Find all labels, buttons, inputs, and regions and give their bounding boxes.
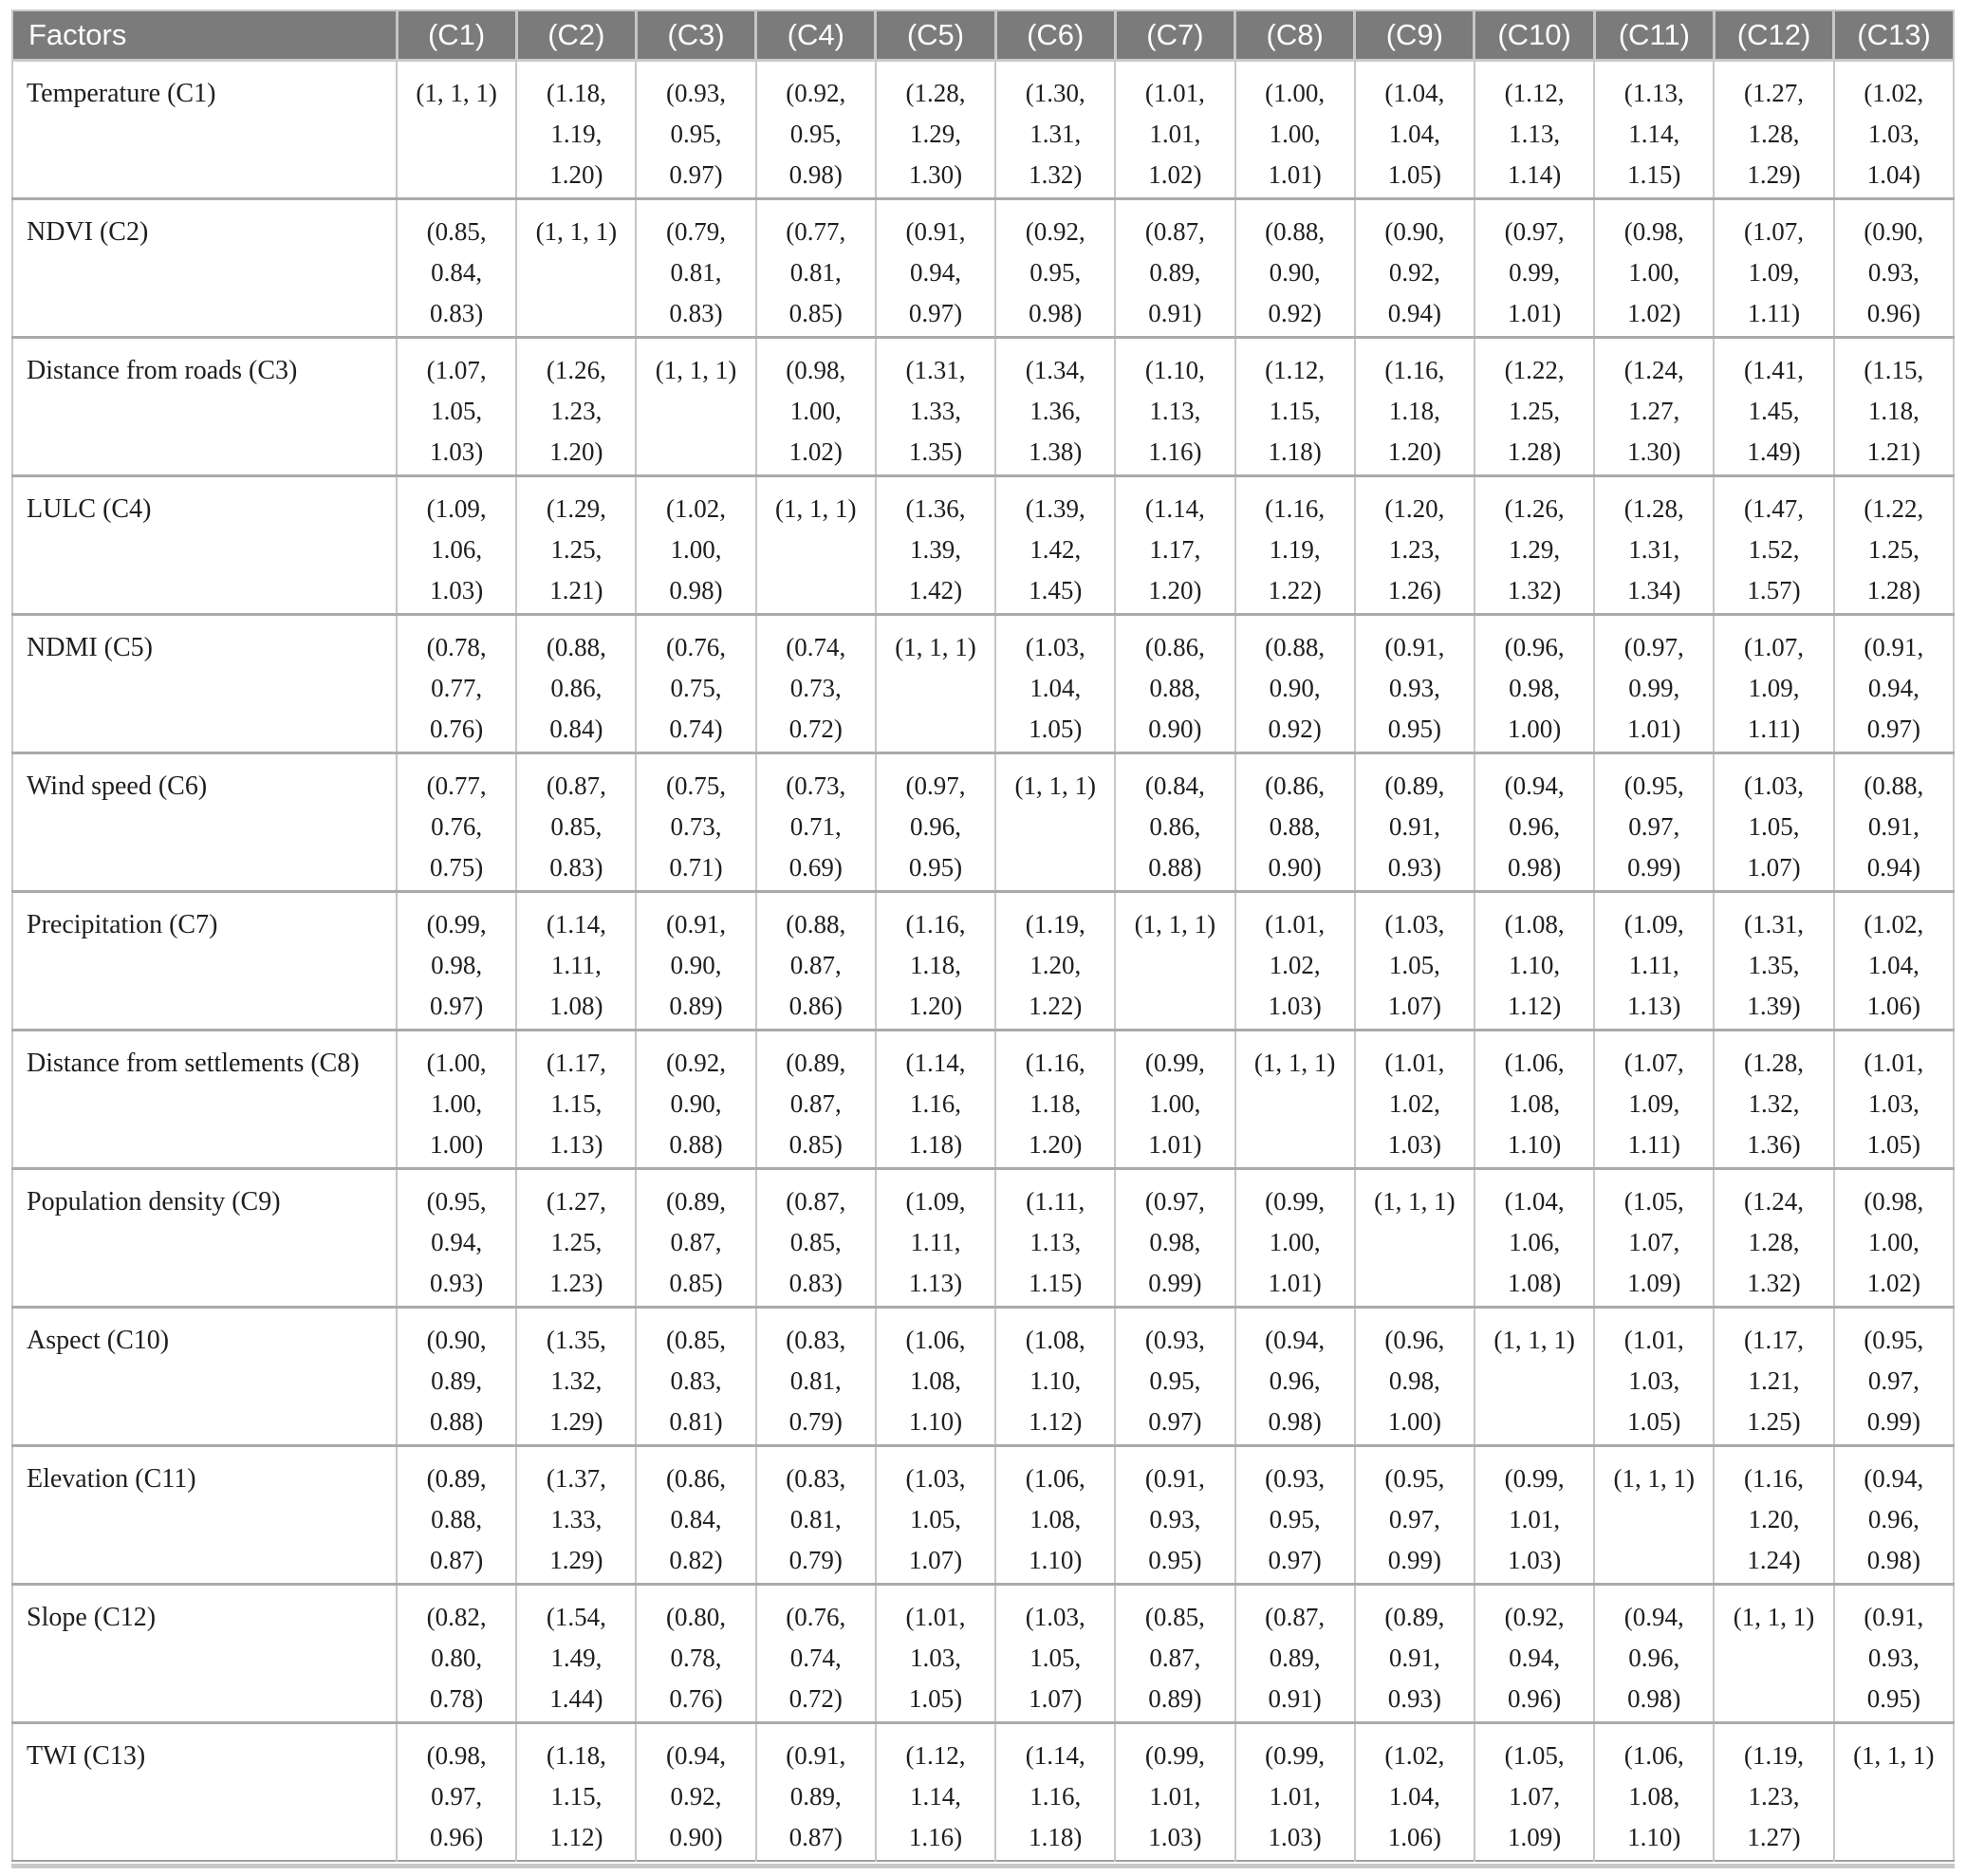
matrix-cell: (0.95, 0.94, 0.93) (397, 1168, 516, 1307)
matrix-cell: (1.54, 1.49, 1.44) (516, 1584, 636, 1722)
table-row (12, 1445, 1954, 1584)
matrix-cell: (1.01, 1.03, 1.05) (876, 1584, 995, 1722)
matrix-cell: (1.05, 1.07, 1.09) (1594, 1168, 1714, 1307)
factor-label: Distance from settlements (C8) (12, 1030, 397, 1168)
factor-label: NDMI (C5) (12, 614, 397, 752)
matrix-cell: (1.09, 1.06, 1.03) (397, 475, 516, 614)
matrix-cell: (0.85, 0.84, 0.83) (397, 198, 516, 337)
matrix-cell: (0.92, 0.90, 0.88) (636, 1030, 755, 1168)
matrix-cell: (0.89, 0.87, 0.85) (636, 1168, 755, 1307)
matrix-cell: (0.99, 1.00, 1.01) (1115, 1030, 1234, 1168)
matrix-cell: (0.85, 0.87, 0.89) (1115, 1584, 1234, 1722)
fuzzy-pairwise-comparison-matrix (11, 9, 1955, 1862)
matrix-cell: (0.83, 0.81, 0.79) (756, 1445, 876, 1584)
table-row (12, 337, 1954, 475)
factor-label: Precipitation (C7) (12, 891, 397, 1030)
table-row (12, 1584, 1954, 1722)
matrix-cell: (0.91, 0.89, 0.87) (756, 1722, 876, 1861)
matrix-cell: (1, 1, 1) (1355, 1168, 1474, 1307)
matrix-cell: (1.26, 1.29, 1.32) (1474, 475, 1594, 614)
matrix-cell: (0.73, 0.71, 0.69) (756, 752, 876, 891)
matrix-cell: (0.97, 0.99, 1.01) (1594, 614, 1714, 752)
matrix-cell: (1.16, 1.20, 1.24) (1714, 1445, 1833, 1584)
matrix-cell: (0.87, 0.85, 0.83) (516, 752, 636, 891)
matrix-cell: (1.03, 1.05, 1.07) (995, 1584, 1115, 1722)
matrix-cell: (0.88, 0.86, 0.84) (516, 614, 636, 752)
matrix-cell: (1.36, 1.39, 1.42) (876, 475, 995, 614)
matrix-cell: (1.14, 1.16, 1.18) (995, 1722, 1115, 1861)
matrix-cell: (0.84, 0.86, 0.88) (1115, 752, 1234, 891)
matrix-cell: (1.02, 1.03, 1.04) (1834, 60, 1954, 198)
table-row (12, 198, 1954, 337)
matrix-cell: (1.07, 1.05, 1.03) (397, 337, 516, 475)
matrix-cell: (1.28, 1.31, 1.34) (1594, 475, 1714, 614)
matrix-cell: (0.91, 0.93, 0.95) (1355, 614, 1474, 752)
table-row (12, 60, 1954, 198)
matrix-cell: (0.87, 0.89, 0.91) (1235, 1584, 1355, 1722)
matrix-cell: (1, 1, 1) (1474, 1307, 1594, 1445)
matrix-cell: (0.91, 0.90, 0.89) (636, 891, 755, 1030)
matrix-cell: (1, 1, 1) (1115, 891, 1234, 1030)
matrix-cell: (1.03, 1.05, 1.07) (1355, 891, 1474, 1030)
matrix-cell: (0.79, 0.81, 0.83) (636, 198, 755, 337)
matrix-cell: (1.12, 1.15, 1.18) (1235, 337, 1355, 475)
matrix-cell: (1.08, 1.10, 1.12) (1474, 891, 1594, 1030)
factor-label: Population density (C9) (12, 1168, 397, 1307)
matrix-cell: (1, 1, 1) (995, 752, 1115, 891)
matrix-cell: (0.86, 0.88, 0.90) (1235, 752, 1355, 891)
matrix-cell: (1, 1, 1) (636, 337, 755, 475)
matrix-cell: (1.27, 1.28, 1.29) (1714, 60, 1833, 198)
matrix-cell: (0.87, 0.89, 0.91) (1115, 198, 1234, 337)
matrix-cell: (1.09, 1.11, 1.13) (876, 1168, 995, 1307)
matrix-cell: (1.06, 1.08, 1.10) (995, 1445, 1115, 1584)
header-col: (C12) (1714, 10, 1833, 60)
matrix-cell: (0.91, 0.94, 0.97) (876, 198, 995, 337)
header-col: (C4) (756, 10, 876, 60)
matrix-cell: (1.11, 1.13, 1.15) (995, 1168, 1115, 1307)
factor-label: NDVI (C2) (12, 198, 397, 337)
table-row (12, 1307, 1954, 1445)
factor-label: Slope (C12) (12, 1584, 397, 1722)
matrix-cell: (1.37, 1.33, 1.29) (516, 1445, 636, 1584)
header-row (12, 10, 1954, 60)
matrix-cell: (1.16, 1.18, 1.20) (1355, 337, 1474, 475)
matrix-cell: (1.02, 1.04, 1.06) (1355, 1722, 1474, 1861)
matrix-cell: (1.06, 1.08, 1.10) (876, 1307, 995, 1445)
matrix-cell: (0.77, 0.76, 0.75) (397, 752, 516, 891)
table-row (12, 614, 1954, 752)
matrix-cell: (0.89, 0.91, 0.93) (1355, 752, 1474, 891)
matrix-cell: (1.34, 1.36, 1.38) (995, 337, 1115, 475)
matrix-cell: (0.82, 0.80, 0.78) (397, 1584, 516, 1722)
matrix-cell: (1.16, 1.19, 1.22) (1235, 475, 1355, 614)
matrix-cell: (0.98, 1.00, 1.02) (1834, 1168, 1954, 1307)
header-col: (C1) (397, 10, 516, 60)
header-col: (C11) (1594, 10, 1714, 60)
matrix-cell: (1.22, 1.25, 1.28) (1834, 475, 1954, 614)
matrix-cell: (0.91, 0.94, 0.97) (1834, 614, 1954, 752)
matrix-cell: (1.24, 1.27, 1.30) (1594, 337, 1714, 475)
matrix-cell: (0.99, 1.01, 1.03) (1115, 1722, 1234, 1861)
matrix-cell: (1.09, 1.11, 1.13) (1594, 891, 1714, 1030)
matrix-cell: (0.92, 0.95, 0.98) (995, 198, 1115, 337)
matrix-cell: (1.03, 1.04, 1.05) (995, 614, 1115, 752)
matrix-cell: (1.14, 1.17, 1.20) (1115, 475, 1234, 614)
matrix-cell: (0.85, 0.83, 0.81) (636, 1307, 755, 1445)
matrix-cell: (1.14, 1.16, 1.18) (876, 1030, 995, 1168)
matrix-cell: (0.92, 0.95, 0.98) (756, 60, 876, 198)
matrix-cell: (0.83, 0.81, 0.79) (756, 1307, 876, 1445)
matrix-cell: (1, 1, 1) (516, 198, 636, 337)
matrix-cell: (0.97, 0.98, 0.99) (1115, 1168, 1234, 1307)
matrix-cell: (1.04, 1.04, 1.05) (1355, 60, 1474, 198)
matrix-cell: (0.76, 0.74, 0.72) (756, 1584, 876, 1722)
matrix-cell: (1.02, 1.04, 1.06) (1834, 891, 1954, 1030)
matrix-cell: (1.47, 1.52, 1.57) (1714, 475, 1833, 614)
matrix-cell: (0.88, 0.90, 0.92) (1235, 198, 1355, 337)
factor-label: Wind speed (C6) (12, 752, 397, 891)
matrix-cell: (1.07, 1.09, 1.11) (1594, 1030, 1714, 1168)
matrix-cell: (0.92, 0.94, 0.96) (1474, 1584, 1594, 1722)
matrix-cell: (1, 1, 1) (1714, 1584, 1833, 1722)
matrix-cell: (0.93, 0.95, 0.97) (1235, 1445, 1355, 1584)
header-col: (C9) (1355, 10, 1474, 60)
matrix-cell: (1, 1, 1) (1853, 1740, 1935, 1770)
matrix-cell: (1.26, 1.23, 1.20) (516, 337, 636, 475)
matrix-cell: (1.28, 1.32, 1.36) (1714, 1030, 1833, 1168)
table-row (12, 475, 1954, 614)
matrix-cell: (1.02, 1.00, 0.98) (636, 475, 755, 614)
matrix-cell: (1, 1, 1) (1235, 1030, 1355, 1168)
matrix-cell: (1.41, 1.45, 1.49) (1714, 337, 1833, 475)
matrix-cell: (0.86, 0.84, 0.82) (636, 1445, 755, 1584)
matrix-cell: (1.12, 1.14, 1.16) (876, 1722, 995, 1861)
matrix-cell: (1.07, 1.09, 1.11) (1714, 614, 1833, 752)
matrix-cell: (0.77, 0.81, 0.85) (756, 198, 876, 337)
factor-label: TWI (C13) (12, 1722, 397, 1861)
matrix-cell: (0.99, 0.98, 0.97) (397, 891, 516, 1030)
matrix-cell: (1, 1, 1) (876, 614, 995, 752)
matrix-cell: (1.06, 1.08, 1.10) (1594, 1722, 1714, 1861)
matrix-cell: (0.80, 0.78, 0.76) (636, 1584, 755, 1722)
matrix-cell: (1.01, 1.03, 1.05) (1834, 1030, 1954, 1168)
matrix-cell: (0.75, 0.73, 0.71) (636, 752, 755, 891)
matrix-cell: (1, 1, 1) (756, 475, 876, 614)
matrix-cell: (0.94, 0.96, 0.98) (1235, 1307, 1355, 1445)
matrix-cell: (0.97, 0.96, 0.95) (876, 752, 995, 891)
matrix-cell: (1.28, 1.29, 1.30) (876, 60, 995, 198)
header-col: (C7) (1115, 10, 1234, 60)
header-col: (C13) (1834, 10, 1954, 60)
factor-label: Temperature (C1) (12, 60, 397, 198)
matrix-cell: (0.94, 0.96, 0.98) (1474, 752, 1594, 891)
matrix-cell: (1.22, 1.25, 1.28) (1474, 337, 1594, 475)
matrix-cell: (1.14, 1.11, 1.08) (516, 891, 636, 1030)
matrix-cell: (1.01, 1.02, 1.03) (1235, 891, 1355, 1030)
matrix-cell: (1.35, 1.32, 1.29) (516, 1307, 636, 1445)
matrix-cell: (1.29, 1.25, 1.21) (516, 475, 636, 614)
matrix-cell: (0.88, 0.91, 0.94) (1834, 752, 1954, 891)
matrix-cell: (1.13, 1.14, 1.15) (1594, 60, 1714, 198)
matrix-cell: (0.93, 0.95, 0.97) (636, 60, 755, 198)
matrix-cell: (0.99, 1.01, 1.03) (1235, 1722, 1355, 1861)
matrix-cell: (1.03, 1.05, 1.07) (1714, 752, 1833, 891)
matrix-cell: (0.94, 0.96, 0.98) (1834, 1445, 1954, 1584)
matrix-cell: (0.96, 0.98, 1.00) (1474, 614, 1594, 752)
matrix-cell: (1.06, 1.08, 1.10) (1474, 1030, 1594, 1168)
matrix-cell: (0.89, 0.87, 0.85) (756, 1030, 876, 1168)
matrix-cell: (0.78, 0.77, 0.76) (397, 614, 516, 752)
matrix-cell: (0.89, 0.88, 0.87) (397, 1445, 516, 1584)
matrix-cell: (1.20, 1.23, 1.26) (1355, 475, 1474, 614)
matrix-cell: (0.99, 1.00, 1.01) (1235, 1168, 1355, 1307)
header-factors: Factors (12, 10, 397, 60)
matrix-cell: (0.90, 0.93, 0.96) (1834, 198, 1954, 337)
table-row (12, 752, 1954, 891)
header-col: (C3) (636, 10, 755, 60)
matrix-cell: (0.94, 0.92, 0.90) (636, 1722, 755, 1861)
matrix-cell: (0.90, 0.92, 0.94) (1355, 198, 1474, 337)
matrix-cell: (1.16, 1.18, 1.20) (876, 891, 995, 1030)
matrix-cell: (0.88, 0.87, 0.86) (756, 891, 876, 1030)
matrix-cell: (1.19, 1.23, 1.27) (1714, 1722, 1833, 1861)
factor-label: Distance from roads (C3) (12, 337, 397, 475)
matrix-cell: (0.88, 0.90, 0.92) (1235, 614, 1355, 752)
matrix-cell: (0.98, 0.97, 0.96) (397, 1722, 516, 1861)
matrix-body (12, 60, 1954, 1861)
factor-label: LULC (C4) (12, 475, 397, 614)
matrix-cell: (1.05, 1.07, 1.09) (1474, 1722, 1594, 1861)
table-row (12, 1722, 1954, 1861)
matrix-cell: (1, 1, 1) (1594, 1445, 1714, 1584)
table-row (12, 1168, 1954, 1307)
matrix-cell: (1.27, 1.25, 1.23) (516, 1168, 636, 1307)
matrix-cell: (1.31, 1.33, 1.35) (876, 337, 995, 475)
matrix-cell: (0.74, 0.73, 0.72) (756, 614, 876, 752)
matrix-cell: (1.10, 1.13, 1.16) (1115, 337, 1234, 475)
header-col: (C6) (995, 10, 1115, 60)
matrix-cell: (1.01, 1.03, 1.05) (1594, 1307, 1714, 1445)
header-col: (C2) (516, 10, 636, 60)
matrix-cell: (1.15, 1.18, 1.21) (1834, 337, 1954, 475)
matrix-cell: (0.95, 0.97, 0.99) (1355, 1445, 1474, 1584)
header-col: (C5) (876, 10, 995, 60)
matrix-cell: (1.08, 1.10, 1.12) (995, 1307, 1115, 1445)
matrix-cell: (0.97, 0.99, 1.01) (1474, 198, 1594, 337)
matrix-cell: (1.12, 1.13, 1.14) (1474, 60, 1594, 198)
matrix-cell: (1.39, 1.42, 1.45) (995, 475, 1115, 614)
matrix-cell: (0.91, 0.93, 0.95) (1115, 1445, 1234, 1584)
matrix-cell: (0.90, 0.89, 0.88) (397, 1307, 516, 1445)
matrix-cell: (1.30, 1.31, 1.32) (995, 60, 1115, 198)
matrix-cell: (1.18, 1.19, 1.20) (516, 60, 636, 198)
matrix-cell: (1.03, 1.05, 1.07) (876, 1445, 995, 1584)
matrix-cell: (1.17, 1.21, 1.25) (1714, 1307, 1833, 1445)
table-bottom-rule (11, 1864, 1955, 1868)
matrix-cell: (0.95, 0.97, 0.99) (1834, 1307, 1954, 1445)
matrix-cell: (0.93, 0.95, 0.97) (1115, 1307, 1234, 1445)
matrix-cell: (1.00, 1.00, 1.00) (397, 1030, 516, 1168)
matrix-cell: (0.98, 1.00, 1.02) (756, 337, 876, 475)
table-row (12, 1030, 1954, 1168)
factor-label: Elevation (C11) (12, 1445, 397, 1584)
matrix-cell: (1.19, 1.20, 1.22) (995, 891, 1115, 1030)
matrix-cell: (0.95, 0.97, 0.99) (1594, 752, 1714, 891)
matrix-cell: (1.24, 1.28, 1.32) (1714, 1168, 1833, 1307)
header-col: (C8) (1235, 10, 1355, 60)
matrix-cell: (1.18, 1.15, 1.12) (516, 1722, 636, 1861)
matrix-cell: (0.94, 0.96, 0.98) (1594, 1584, 1714, 1722)
matrix-cell: (1, 1, 1) (397, 60, 516, 198)
factor-label: Aspect (C10) (12, 1307, 397, 1445)
matrix-cell: (1.04, 1.06, 1.08) (1474, 1168, 1594, 1307)
matrix-cell: (0.76, 0.75, 0.74) (636, 614, 755, 752)
matrix-cell: (1.00, 1.00, 1.01) (1235, 60, 1355, 198)
matrix-cell: (0.87, 0.85, 0.83) (756, 1168, 876, 1307)
header-col: (C10) (1474, 10, 1594, 60)
matrix-cell: (0.98, 1.00, 1.02) (1594, 198, 1714, 337)
table-row (12, 891, 1954, 1030)
matrix-cell: (1.07, 1.09, 1.11) (1714, 198, 1833, 337)
matrix-cell: (1.16, 1.18, 1.20) (995, 1030, 1115, 1168)
matrix-cell: (0.91, 0.93, 0.95) (1834, 1584, 1954, 1722)
matrix-cell: (1.17, 1.15, 1.13) (516, 1030, 636, 1168)
matrix-cell: (0.96, 0.98, 1.00) (1355, 1307, 1474, 1445)
matrix-cell: (1.31, 1.35, 1.39) (1714, 891, 1833, 1030)
matrix-cell: (0.86, 0.88, 0.90) (1115, 614, 1234, 752)
matrix-cell: (0.89, 0.91, 0.93) (1355, 1584, 1474, 1722)
matrix-cell: (0.99, 1.01, 1.03) (1474, 1445, 1594, 1584)
matrix-cell: (1.01, 1.02, 1.03) (1355, 1030, 1474, 1168)
matrix-cell: (1.01, 1.01, 1.02) (1115, 60, 1234, 198)
